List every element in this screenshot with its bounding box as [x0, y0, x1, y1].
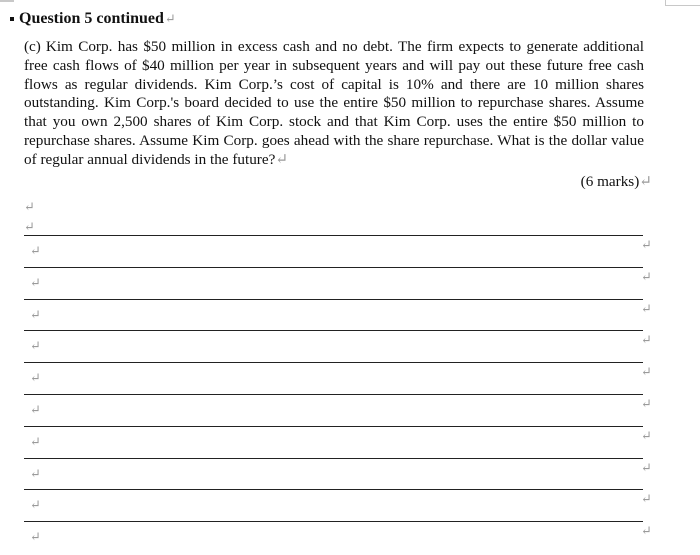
answer-line — [24, 299, 643, 300]
paragraph-mark-icon: ↵ — [641, 364, 652, 380]
answer-line — [24, 235, 643, 236]
paragraph-mark-icon: ↵ — [275, 150, 289, 168]
paragraph-mark-icon: ↵ — [641, 300, 652, 316]
paragraph-mark-icon: ↵ — [641, 491, 652, 507]
part-label: (c) — [24, 38, 41, 55]
page-corner-mark-left — [0, 0, 14, 2]
paragraph-mark-icon: ↵ — [30, 243, 41, 258]
page-corner-mark-right-horizontal — [666, 5, 700, 6]
paragraph-mark-icon: ↵ — [164, 11, 176, 26]
answer-line — [24, 362, 643, 363]
paragraph-mark-icon: ↵ — [641, 396, 652, 411]
heading-bullet — [10, 17, 14, 21]
paragraph-mark-icon: ↵ — [30, 465, 41, 481]
question-heading — [10, 10, 176, 28]
question-text-block — [24, 38, 644, 170]
paragraph-mark-icon: ↵ — [30, 433, 41, 449]
marks-label — [581, 172, 652, 191]
paragraph-mark-icon: ↵ — [30, 306, 41, 322]
answer-line — [24, 267, 643, 268]
answer-line — [24, 394, 643, 395]
paragraph-mark-icon: ↵ — [30, 274, 41, 290]
answer-line — [24, 489, 643, 490]
marks-text: (6 marks) — [580, 173, 640, 190]
paragraph-mark-icon: ↵ — [641, 523, 652, 539]
question-body: Kim Corp. has $50 million in excess cash and no debt. The firm expects to generate additional free cash flows of $40 million per year in subsequent years and will pay out these future free cash flows as regular dividends. Kim Corp.’s cost of capital is 10% and there are 10 million shares outstanding. Kim Corp.'s board decided to use the entire $50 million to repurchase shares. Assume that you own 2,500 shares of Kim Corp. stock and that Kim Corp. uses the entire $50 million to repurchase shares. Assume Kim Corp. goes ahead with the share repurchase. What is the dollar value of regular annual dividends in the future? — [24, 38, 644, 168]
answer-line — [24, 426, 643, 427]
paragraph-mark-icon: ↵ — [30, 497, 41, 513]
answer-line — [24, 330, 643, 331]
paragraph-mark-icon: ↵ — [30, 402, 41, 417]
paragraph-mark-icon: ↵ — [30, 529, 41, 545]
paragraph-mark-icon: ↵ — [641, 427, 652, 443]
paragraph-mark-icon: ↵ — [30, 338, 41, 354]
paragraph-mark-icon: ↵ — [641, 459, 652, 475]
paragraph-mark-icon: ↵ — [30, 370, 41, 386]
heading-text: Question 5 continued — [19, 10, 164, 27]
paragraph-mark-icon: ↵ — [641, 332, 652, 348]
answer-line — [24, 458, 643, 459]
empty-paragraph-mark-icon: ↵ — [24, 219, 35, 234]
paragraph-mark-icon: ↵ — [639, 173, 652, 190]
empty-paragraph-mark-icon: ↵ — [24, 199, 35, 214]
paragraph-mark-icon: ↵ — [641, 268, 652, 284]
paragraph-mark-icon: ↵ — [641, 237, 652, 252]
answer-line — [24, 521, 643, 522]
